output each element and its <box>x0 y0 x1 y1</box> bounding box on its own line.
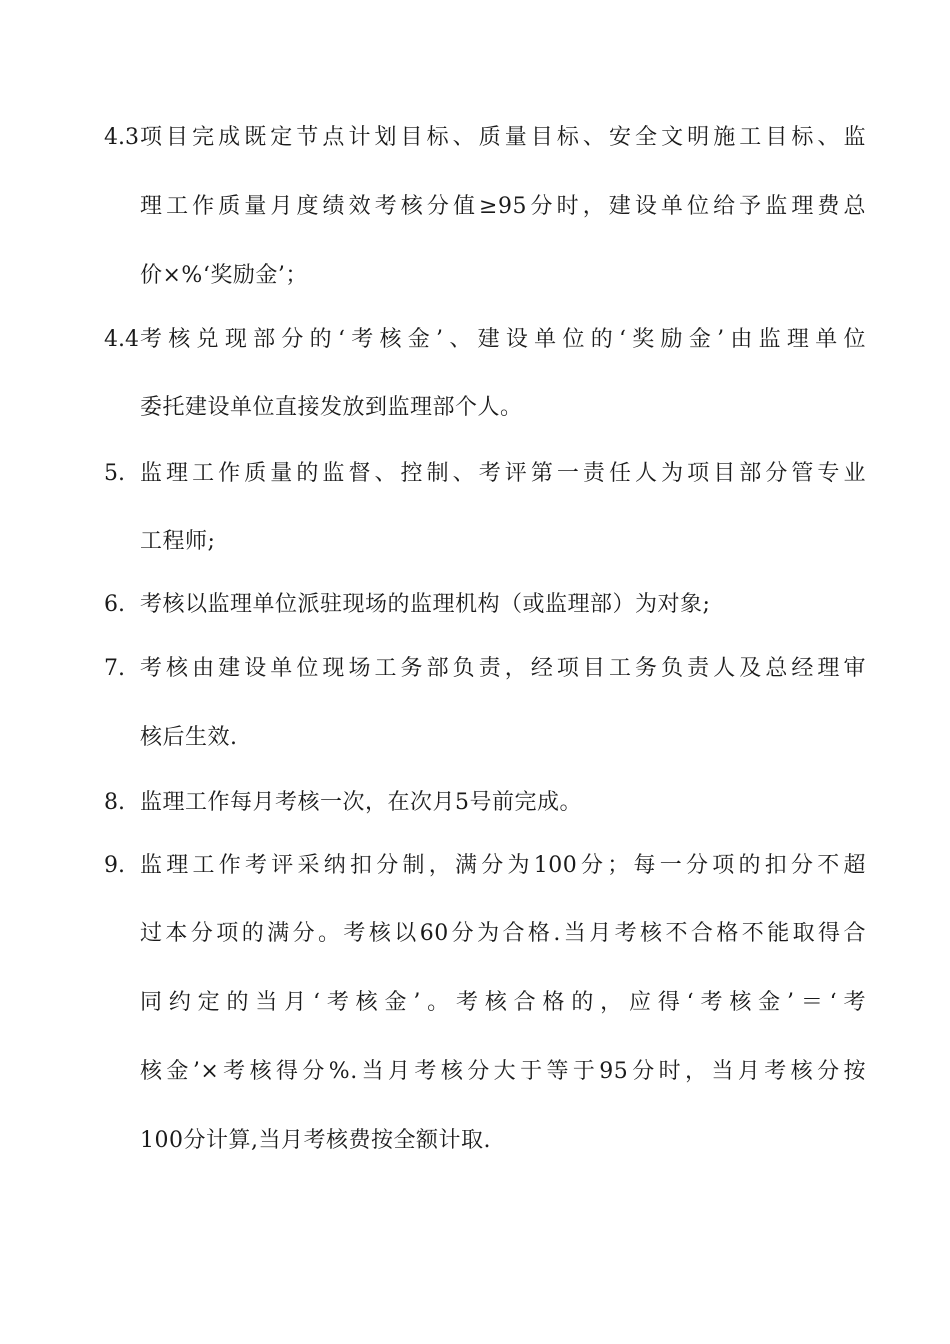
clause-line: 工程师; <box>140 529 216 554</box>
clause-line: 监理工作每月考核一次，在次月5号前完成。 <box>140 790 582 815</box>
clause-line: 过本分项的满分。考核以60分为合格.当月考核不合格不能取得合 <box>140 921 866 946</box>
clause-line: 监理工作质量的监督、控制、考评第一责任人为项目部分管专业 <box>140 461 866 486</box>
clause-number: 4.3 <box>104 125 139 150</box>
clause-line: 考核以监理单位派驻现场的监理机构（或监理部）为对象; <box>140 592 711 617</box>
clause-line: 考核由建设单位现场工务部负责，经项目工务负责人及总经理审 <box>140 656 866 681</box>
clause-line: 监理工作考评采纳扣分制，满分为100分；每一分项的扣分不超 <box>140 853 866 878</box>
clause-number: 5. <box>104 461 125 486</box>
clause-line: 核后生效. <box>140 725 238 750</box>
clause-line: 核金’×考核得分%.当月考核分大于等于95分时，当月考核分按 <box>140 1059 866 1084</box>
clause-line: 价×%‘奖励金’； <box>140 263 308 288</box>
clause-number: 9. <box>104 853 125 878</box>
clause-number: 7. <box>104 656 125 681</box>
clause-line: 考核兑现部分的‘考核金’、建设单位的‘奖励金’由监理单位 <box>140 327 866 352</box>
clause-number: 8. <box>104 790 125 815</box>
clause-line: 项目完成既定节点计划目标、质量目标、安全文明施工目标、监 <box>140 125 866 150</box>
clause-number: 6. <box>104 592 125 617</box>
clause-number: 4.4 <box>104 327 139 352</box>
clause-line: 委托建设单位直接发放到监理部个人。 <box>140 395 523 420</box>
clause-line: 同约定的当月‘考核金’。考核合格的，应得‘考核金’＝‘考 <box>140 990 866 1015</box>
clause-line: 100分计算,当月考核费按全额计取. <box>140 1128 491 1153</box>
clause-line: 理工作质量月度绩效考核分值≥95分时，建设单位给予监理费总 <box>140 194 866 219</box>
